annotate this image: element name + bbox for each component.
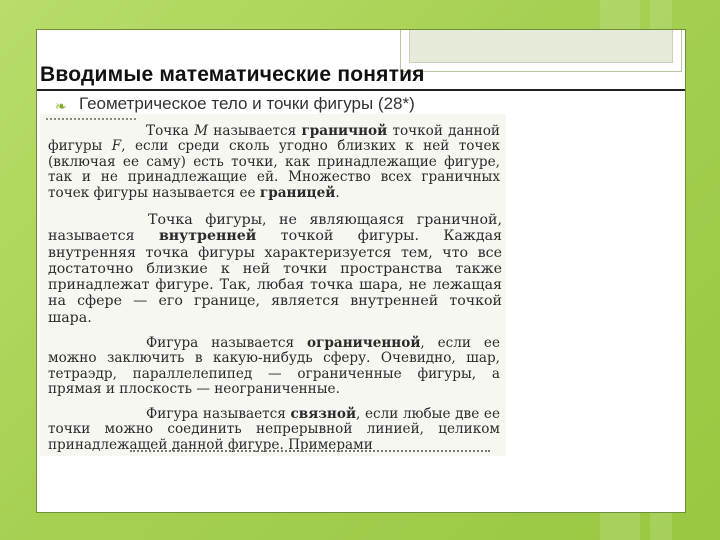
scan-cut-edge (46, 114, 136, 120)
title-underline (37, 89, 685, 91)
paragraph-boundary-point (48, 124, 500, 201)
text-run-italic: M (194, 123, 209, 139)
bullet-text: Геометрическое тело и точки фигуры (28*) (79, 94, 415, 113)
text-run: , если ее можно заключить в какую-нибудь сферу. Очевидно, шар, тетраэдр, параллелепипед — ограниченные фигуры, а прямая и плоскость — неограниченные. (48, 335, 500, 398)
term-border: границей (259, 184, 336, 201)
slide-panel (36, 29, 686, 513)
term-boundary: граничной (301, 123, 388, 139)
term-bounded: ограниченной (307, 335, 421, 351)
decorative-tab (400, 30, 682, 72)
text-run: Фигура называется (146, 406, 291, 422)
paragraph-connected-figure (48, 407, 500, 453)
text-run: Точка фигуры, не являющаяся граничной, называется (48, 212, 502, 245)
text-run: Фигура называется (146, 335, 308, 351)
paragraph-interior-point (48, 212, 502, 326)
text-run: точкой фигуры. Каждая внутренняя точка фигуры характеризуется тем, что все достаточно близкие к ней точки пространства также принадлежат фигуре. Так, любая точка шара, не лежащая на сфере — его границе, является внутренней точкой шара. (48, 228, 503, 326)
text-run: . (335, 184, 340, 201)
scanned-textbook-excerpt (40, 114, 506, 456)
text-run: , если среди сколь угодно близких к ней точек (включая ее саму) есть точки, как принадлежащие фигуре, так и не принадлежащие ей. Множество всех граничных точек фигуры называется ее (48, 138, 500, 201)
decorative-tab-inner (409, 30, 673, 63)
fleuron-bullet-icon: ❧ (55, 98, 67, 114)
text-run: точкой данной фигуры (48, 123, 500, 155)
scan-cut-edge-bottom (130, 450, 490, 456)
text-run: Точка (146, 123, 195, 139)
term-interior: внутренней (158, 228, 257, 245)
text-run: , если любые две ее точки можно соединить непрерывной линией, целиком принадлежащей данной фигуре. Примерами (48, 406, 500, 453)
slide-title: Вводимые математические понятия (40, 63, 425, 86)
text-run-italic: F (111, 138, 122, 155)
text-run: называется (208, 123, 302, 139)
paragraph-bounded-figure (48, 336, 500, 398)
term-connected: связной (290, 406, 357, 422)
